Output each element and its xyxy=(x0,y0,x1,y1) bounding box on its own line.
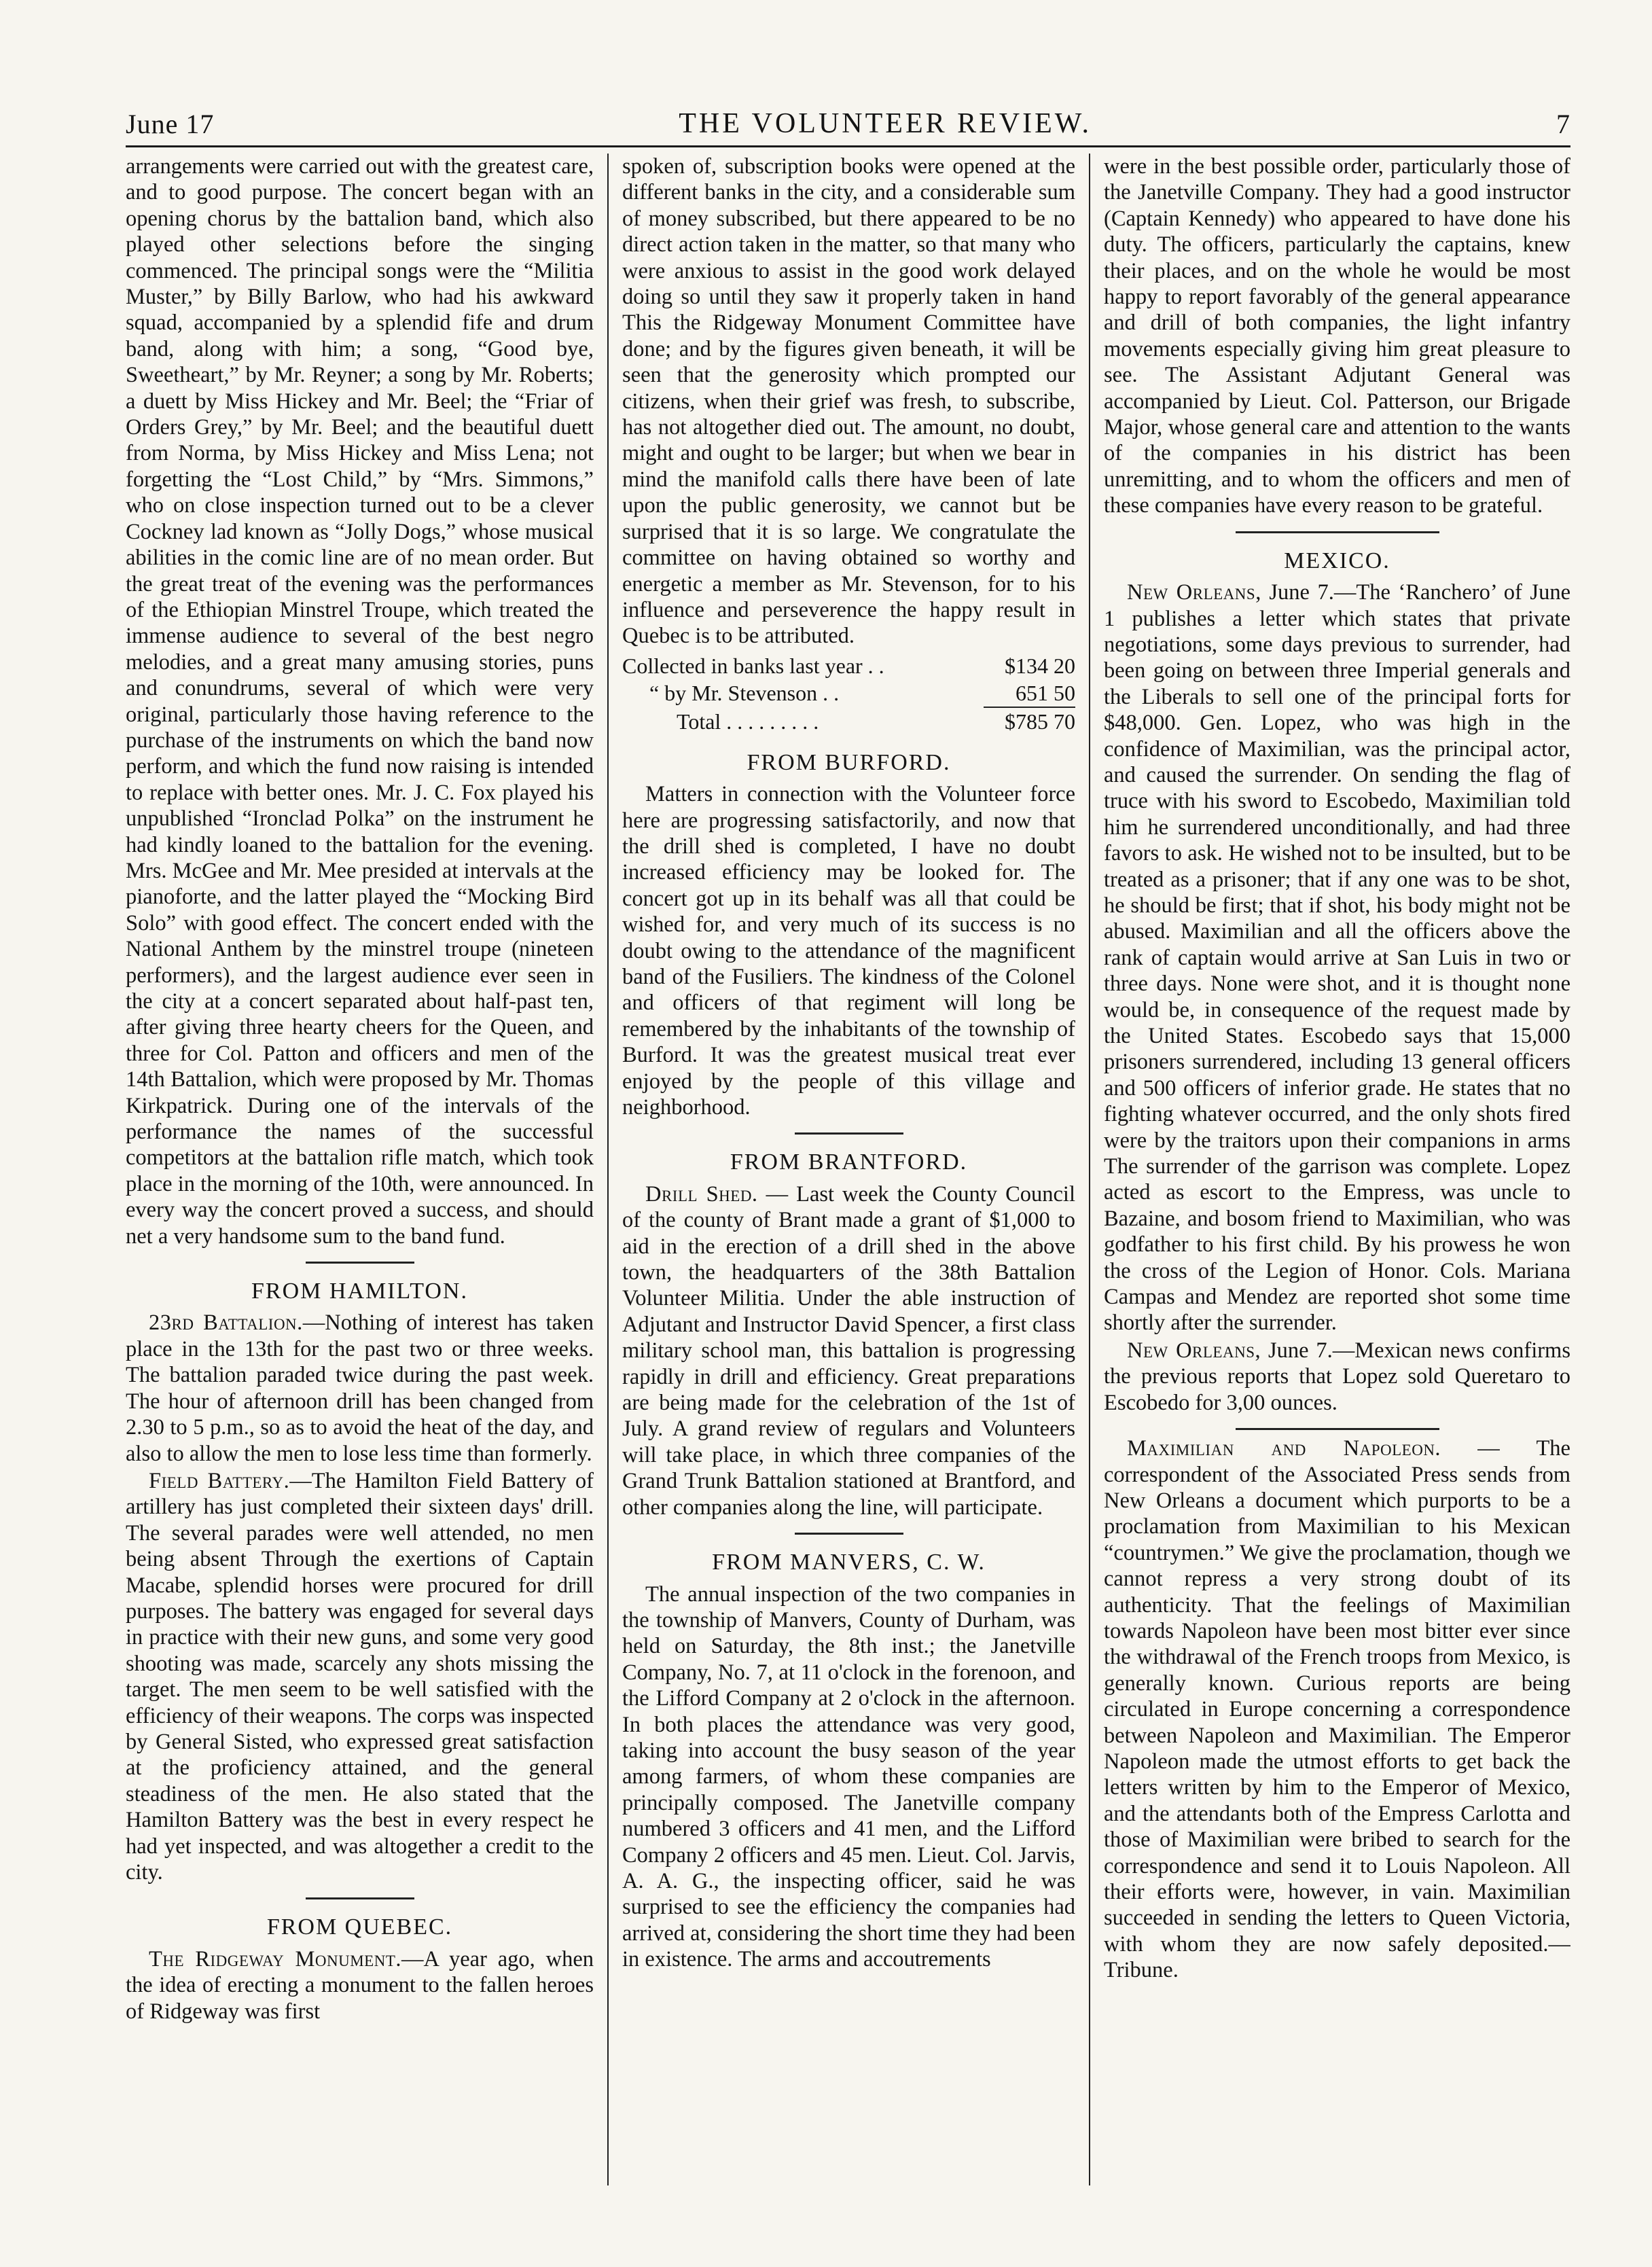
column-1 xyxy=(126,154,607,2185)
heading-from-manvers: FROM MANVERS, C. W. xyxy=(712,1550,986,1575)
paragraph-body: —A year ago, when the idea of erecting a monument to the fallen heroes of Ridgeway was first xyxy=(126,1946,594,2024)
paragraph-lead: Field Battery. xyxy=(149,1468,290,1493)
ledger-label: “ by Mr. Stevenson . . xyxy=(649,680,840,705)
ledger-amount: $134 20 xyxy=(1005,653,1075,678)
mexico-paragraph-1 xyxy=(1104,579,1570,1336)
page-number: 7 xyxy=(1556,109,1570,139)
quebec-monument-continued: spoken of, subscription books were opened at the different banks in the city, and a considerable sum of money subscribed, but there appeared to be no direct action taken in the matter, so that many who were anxious to assist in the good work delayed doing so until they saw it properly taken in hand This the Ridgeway Monument Committee have done; and by the figures given beneath, it will be seen that the generosity which prompted our citizens, when their grief was fresh, to subscribe, has not altogether died out. The amount, no doubt, might and ought to be larger; but when we bear in mind the manifold calls there have been of late upon the public generosity, we cannot but be surprised that it is so large. We congratulate the committee on having obtained so worthy and energetic a member as Mr. Stevenson, for to his influence and perseverence the happy result in Quebec is to be attributed. xyxy=(622,154,1075,649)
burford-paragraph: Matters in connection with the Volunteer force here are progressing satisfactorily, and now that the drill shed is completed, I have no doubt increased efficiency may be looked for. The concert got up in its behalf was all that could be wished for, and very much of its success is no doubt owing to the attendance of the magnificent band of the Fusiliers. The kindness of the Colonel and officers of that regiment will long be remembered by the inhabitants of the township of Burford. It was the greatest musical treat ever enjoyed by the people of this village and neighborhood. xyxy=(622,782,1075,1120)
paragraph-body: June 7.—The ‘Ranchero’ of June 1 publishes a letter which states that private negotiations, some days previous to surrender, had been going on between three Imperial generals and the Liberals to sell one of the principal forts for $48,000. Gen. Lopez, who was high in the confidence of Maximilian, was the principal actor, and caused the surrender. On sending the flag of truce with his sword to Escobedo, Maximilian told him he surrendered unconditionally, and had three favors to ask. He wished not to be insulted, but to be treated as a prisoner; that if any one was to be shot, he should be first; that if shot, his body might not be abused. Maximilian and all the officers above the rank of captain would arrive at San Luis in two or three days. None were shot, and it is thought none would be, in consequence of the request made by the United States. Escobedo says that 15,000 prisoners surrendered, including 13 general officers and 500 officers of inferior grade. He states that no fighting whatever occurred, and the only shots fired were by the traitors upon their companions in arms The surrender of the garrison was complete. Lopez acted as escort to the Empress, was uncle to Bazaine, and bosom friend to Maximilian, who was godfather to his first child. By his prowess he won the cross of the Legion of Honor. Cols. Mariana Campas and Mendez are reported shot some time shortly after the surrender. xyxy=(1104,580,1570,1336)
paragraph-body: — The correspondent of the Associated Press sends from New Orleans a document which purports to be a proclamation from Maximilian to his Mexican “countrymen.” We give the proclamation, though we cannot repress a very strong doubt of its authenticity. That the feelings of Maximilian towards Napoleon have been most bitter ever since the withdrawal of the French troops from Mexico, is generally known. Curious reports are being circulated in Europe concerning a correspondence between Napoleon and Maximilian. The Emperor Napoleon made the utmost efforts to get back the letters written by him to the Emperor of Mexico, and the attendants both of the Empress Carlotta and those of Maximilian were bribed to search for the correspondence and send it to Louis Napoleon. All their efforts were, however, in vain. Maximilian succeeded in sending the letters to Queen Victoria, with whom they are now safely deposited.—Tribune. xyxy=(1104,1436,1570,1983)
maximilian-napoleon-paragraph xyxy=(1104,1435,1570,1984)
section-divider xyxy=(1236,1428,1439,1430)
ledger-total-label: Total . . . . . . . . . xyxy=(677,709,819,734)
section-divider xyxy=(1236,531,1439,533)
paragraph-body: — Last week the County Council of the county of Brant made a grant of $1,000 to aid in the erection of a drill shed in the above town, the headquarters of the 38th Battalion Volunteer Militia. Under the able instruction of Adjutant and Instructor David Spencer, a first class military school man, this battalion is progressing rapidly in drill and efficiency. Great preparations are being made for the celebration of the 1st of July. A grand review of regulars and Volunteers will take place, in which three companies of the Grand Trunk Battalion stationed at Brantford, and other companies along the line, will participate. xyxy=(622,1181,1075,1520)
section-divider xyxy=(306,1262,414,1264)
subscription-ledger xyxy=(622,652,1075,735)
masthead xyxy=(126,102,1570,147)
publication-title: THE VOLUNTEER REVIEW. xyxy=(679,108,1092,139)
heading-from-quebec: FROM QUEBEC. xyxy=(266,1914,453,1940)
section-divider xyxy=(306,1897,414,1899)
paragraph-lead: New Orleans, xyxy=(1127,1338,1261,1363)
paragraph-lead: Drill Shed. xyxy=(645,1181,758,1207)
heading-from-brantford: FROM BRANTFORD. xyxy=(730,1149,968,1175)
hamilton-battalion-paragraph xyxy=(126,1310,594,1466)
ledger-total-row xyxy=(622,708,1075,735)
heading-from-hamilton: FROM HAMILTON. xyxy=(251,1279,468,1304)
hamilton-battery-paragraph xyxy=(126,1468,594,1886)
section-divider xyxy=(795,1132,903,1135)
paragraph-body: —The Hamilton Field Battery of artillery has just completed their sixteen days' drill. The several parades were well attended, no men being absent Through the exertions of Captain Macabe, splendid horses were procured for drill purposes. The battery was engaged for several days in practice with their new guns, and some very good shooting was made, scarcely any shots missing the target. The men seem to be well satisfied with the efficiency of their weapons. The corps was inspected by General Sisted, who expressed great satisfaction at the proficiency attained, and the general steadiness of the men. He also stated that the Hamilton Battery was the best in every respect he had yet inspected, and was altogether a credit to the city. xyxy=(126,1468,594,1885)
heading-from-burford: FROM BURFORD. xyxy=(747,749,951,775)
paragraph-lead: 23rd Battalion. xyxy=(149,1310,303,1336)
ledger-total-amount: $785 70 xyxy=(1005,709,1075,734)
concert-article-continued: arrangements were carried out with the greatest care, and to good purpose. The concert began with an opening chorus by the battalion band, which also played other selections before the singing commenced. The principal songs were the “Militia Muster,” by Billy Barlow, who had his awkward squad, accompanied by a splendid fife and drum band, along with him; a song, “Good bye, Sweetheart,” by Mr. Reyner; a song by Mr. Roberts; a duett by Miss Hickey and Mr. Beel; the “Friar of Orders Grey,” by Mr. Beel; and the beautiful duett from Norma, by Miss Hickey and Miss Lena; not forgetting the “Lost Child,” by “Mrs. Simmons,” who on close inspection turned out to be a clever Cockney lad known as “Jolly Dogs,” whose musical abilities in the comic line are of no mean order. But the great treat of the evening was the performances of the Ethiopian Minstrel Troupe, which treated the immense audience to several of the best negro melodies, and a great many amusing stories, puns and conundrums, several of which were very original, particularly those having reference to the purchase of the instruments on which the band now perform, and which the fund now raising is intended to replace with better ones. Mr. J. C. Fox played his unpublished “Ironclad Polka” on the instrument he had kindly loaned to the battalion for the evening. Mrs. McGee and Mr. Mee presided at intervals at the pianoforte, and the latter played the “Mocking Bird Solo” with good effect. The concert ended with the National Anthem by the minstrel troupe (nineteen performers), and the largest audience ever seen in the city at a concert separated about half-past ten, after giving three hearty cheers for the Queen, and three for Col. Patton and officers and men of the 14th Battalion, which were proposed by Mr. Thomas Kirkpatrick. During one of the intervals of the performance the names of the successful competitors at the battalion rifle match, which took place in the morning of the 10th, were announced. In every way the concert proved a success, and should net a very handsome sum to the band fund. xyxy=(126,154,594,1249)
column-3 xyxy=(1089,154,1570,2185)
manvers-paragraph: The annual inspection of the two companies in the township of Manvers, County of Durham, was held on Saturday, the 8th inst.; the Janetville Company, No. 7, at 11 o'clock in the forenoon, and the Lifford Company at 2 o'clock in the afternoon. In both places the attendance was very good, taking into account the busy season of the year among farmers, of whom these companies are principally composed. The Janetville company numbered 3 officers and 41 men, and the Lifford Company 2 officers and 45 men. Lieut. Col. Jarvis, A. A. G., the inspecting officer, said he was surprised to see the efficiency the companies had arrived at, considering the short time they had been in existence. The arms and accoutrements xyxy=(622,1582,1075,1972)
issue-date: June 17 xyxy=(126,109,215,139)
ledger-label: Collected in banks last year . . xyxy=(622,653,884,678)
manvers-continued: were in the best possible order, particularly those of the Janetville Company. They had a good instructor (Captain Kennedy) who appeared to have done his duty. The officers, particularly the captains, knew their places, and on the whole he would be most happy to report favorably of the general appearance and drill of both companies, the light infantry movements especially giving him great pleasure to see. The Assistant Adjutant General was accompanied by Lieut. Col. Patterson, our Brigade Major, whose general care and attention to the wants of the companies in his district has been unremitting, and to whom the officers and men of these companies have every reason to be grateful. xyxy=(1104,154,1570,518)
brantford-paragraph xyxy=(622,1181,1075,1520)
column-2 xyxy=(607,154,1089,2185)
ledger-row xyxy=(622,679,1075,707)
paragraph-lead: The Ridgeway Monument. xyxy=(149,1946,402,1971)
paragraph-body: —Nothing of interest has taken place in the 13th for the past two or three weeks. The battalion paraded twice during the past week. The hour of afternoon drill has been changed from 2.30 to 5 p.m., so as to avoid the heat of the day, and also to allow the men to lose less time than formerly. xyxy=(126,1310,594,1466)
heading-mexico: MEXICO. xyxy=(1284,548,1390,573)
section-divider xyxy=(795,1533,903,1535)
paragraph-lead: New Orleans, xyxy=(1127,580,1261,605)
paragraph-lead: Maximilian and Napoleon. xyxy=(1127,1436,1441,1461)
paragraph-body: June 7.—Mexican news confirms the previous reports that Lopez sold Queretaro to Escobedo for 3,00 ounces. xyxy=(1104,1338,1570,1415)
article-columns xyxy=(126,154,1570,2185)
ledger-amount: 651 50 xyxy=(1016,680,1075,705)
ledger-row xyxy=(622,652,1075,679)
quebec-monument-paragraph xyxy=(126,1946,594,2024)
mexico-paragraph-2 xyxy=(1104,1338,1570,1416)
